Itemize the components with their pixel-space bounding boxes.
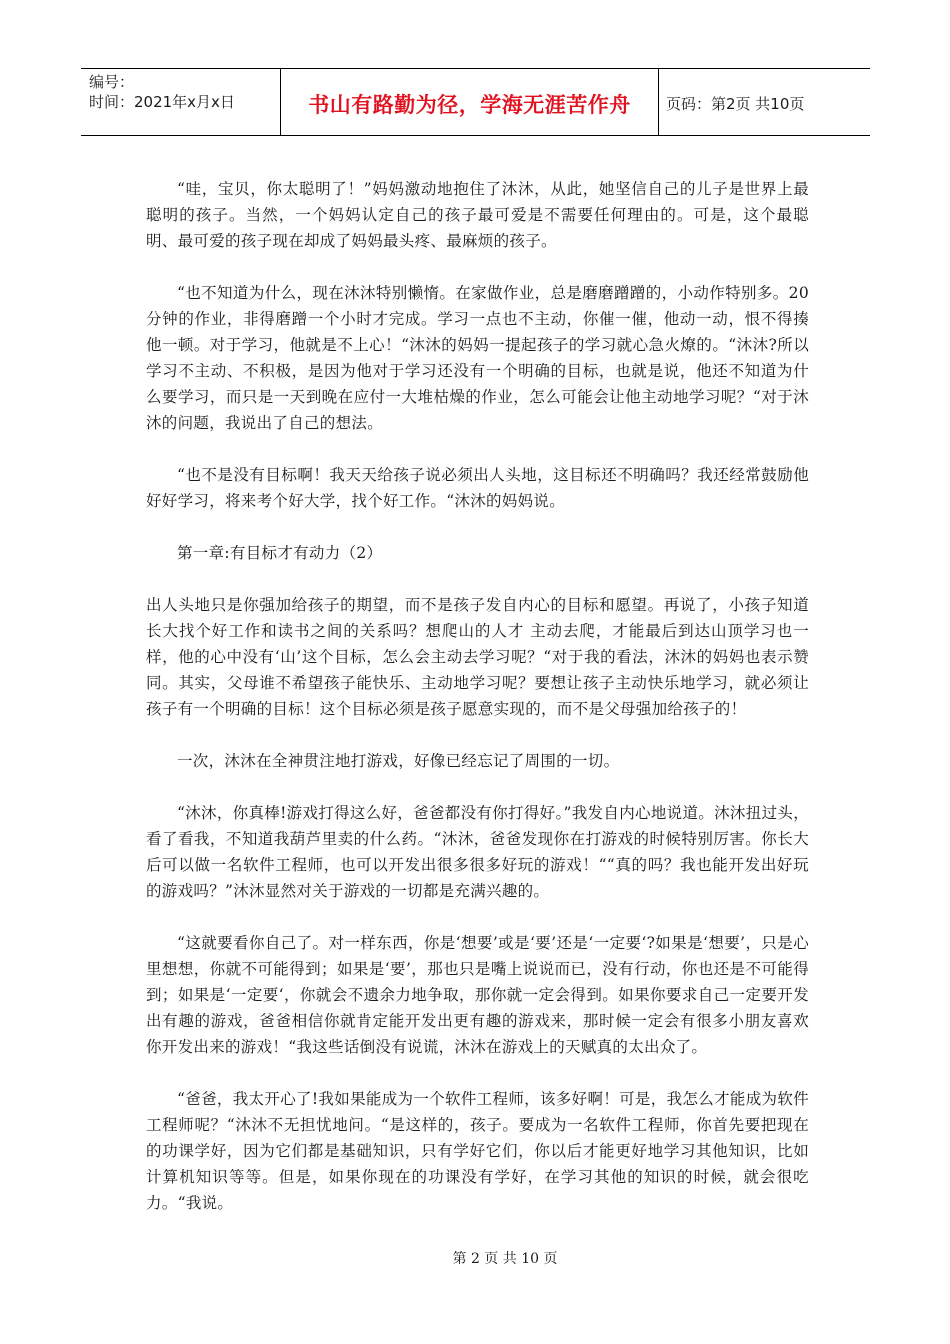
paragraph: “沐沐，你真棒!游戏打得这么好，爸爸都没有你打得好。”我发自内心地说道。沐沐扭过头，看了看我，不知道我葫芦里卖的什么药。“沐沐，爸爸发现你在打游戏的时候特别厉害。你长大后可以做一名软件工程师，也可以开发出很多很多好玩的游戏！““真的吗？我也能开发出好玩的游戏吗？”沐沐显然对关于游戏的一切都是充满兴趣的。 bbox=[146, 804, 809, 900]
paragraph: 一次，沐沐在全神贯注地打游戏，好像已经忘记了周围的一切。 bbox=[177, 752, 620, 770]
page-header bbox=[81, 68, 870, 136]
paragraph: 出人头地只是你强加给孩子的期望，而不是孩子发自内心的目标和愿望。再说了，小孩子知道长大找个好工作和读书之间的关系吗？想爬山的人才 主动去爬，才能最后到达山顶学习也一样，他的心中没有‘山’这个目标，怎么会主动去学习呢？“对于我的看法，沐沐的妈妈也表示赞同。其实，父母谁不希望孩子能快乐、主动地学习呢？要想让孩子主动快乐地学习，就必须让孩子有一个明确的目标！这个目标必须是孩子愿意实现的，而不是父母强加给孩子的！ bbox=[146, 596, 809, 718]
header-divider bbox=[658, 69, 659, 135]
paragraph: “也不是没有目标啊！我天天给孩子说必须出人头地，这目标还不明确吗？我还经常鼓励他好好学习，将来考个好大学，找个好工作。“沐沐的妈妈说。 bbox=[146, 466, 809, 510]
chapter-heading: 第一章:有目标才有动力（2） bbox=[177, 544, 383, 562]
document-body bbox=[146, 176, 809, 1216]
serial-label: 编号： bbox=[89, 73, 135, 91]
header-motto: 书山有路勤为径，学海无涯苦作舟 bbox=[308, 93, 631, 117]
page-footer: 第 2 页 共 10 页 bbox=[452, 1251, 558, 1267]
header-meta bbox=[89, 72, 281, 112]
paragraph: “哇，宝贝，你太聪明了！”妈妈激动地抱住了沐沐，从此，她坚信自己的儿子是世界上最聪明的孩子。当然，一个妈妈认定自己的孩子最可爱是不需要任何理由的。可是，这个最聪明、最可爱的孩子现在却成了妈妈最头疼、最麻烦的孩子。 bbox=[146, 180, 809, 250]
paragraph: “这就要看你自己了。对一样东西，你是‘想要’或是‘要’还是‘一定要‘?如果是‘想要’，只是心里想想，你就不可能得到；如果是‘要’，那也只是嘴上说说而已，没有行动，你也还是不可能得到；如果是‘一定要‘，你就会不遗余力地争取，那你就一定会得到。如果你要求自己一定要开发出有趣的游戏，爸爸相信你就肯定能开发出更有趣的游戏来，那时候一定会有很多小朋友喜欢你开发出来的游戏！“我这些话倒没有说谎，沐沐在游戏上的天赋真的太出众了。 bbox=[146, 934, 809, 1056]
header-page-number: 页码：第2页 共10页 bbox=[666, 95, 805, 113]
paragraph: “爸爸，我太开心了!我如果能成为一个软件工程师，该多好啊！可是，我怎么才能成为软件工程师呢？“沐沐不无担忧地问。“是这样的，孩子。要成为一名软件工程师，你首先要把现在的功课学好，因为它们都是基础知识，只有学好它们，你以后才能更好地学习其他知识，比如计算机知识等等。但是，如果你现在的功课没有学好，在学习其他的知识的时候，就会很吃力。“我说。 bbox=[146, 1090, 809, 1212]
date-label: 时间：2021年x月x日 bbox=[89, 93, 235, 111]
paragraph: “也不知道为什么，现在沐沐特别懒惰。在家做作业，总是磨磨蹭蹭的，小动作特别多。20分钟的作业，非得磨蹭一个小时才完成。学习一点也不主动，你催一催，他动一动，恨不得揍他一顿。对于学习，他就是不上心！“沐沐的妈妈一提起孩子的学习就心急火燎的。“沐沐?所以学习不主动、不积极，是因为他对于学习还没有一个明确的目标，也就是说，他还不知道为什么要学习，而只是一天到晚在应付一大堆枯燥的作业，怎么可能会让他主动地学习呢？“对于沐沐的问题，我说出了自己的想法。 bbox=[146, 284, 809, 432]
